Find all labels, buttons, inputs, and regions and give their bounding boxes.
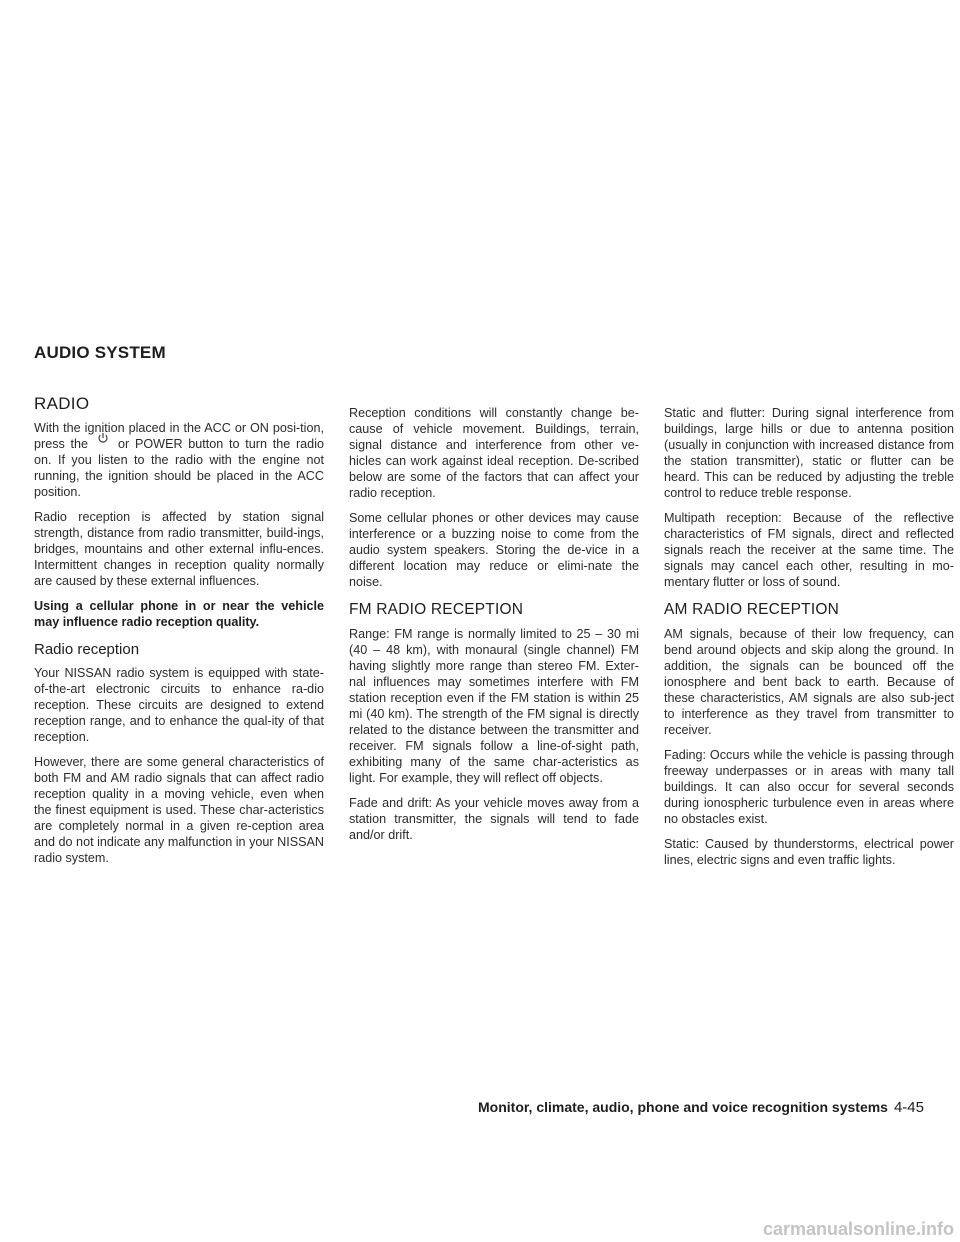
radio-reception-subheading: Radio reception — [34, 641, 140, 658]
watermark: carmanualsonline.info — [762, 1219, 954, 1239]
fm-reception-heading: FM RADIO RECEPTION — [349, 601, 524, 618]
paragraph: Range: FM range is normally limited to 25 – 30 mi (40 – 48 km), with monaural (single channel) FM having slightly more range than stereo FM. Exter-nal influences may sometimes interfere with FM station reception even if the FM station is within 25 mi (40 km). The strength of the FM signal is directly related to the distance between the transmitter and receiver. FM signals follow a line-of-sight path, exhibiting many of the same char-acteristics as light. For example, they will reflect off objects. — [349, 627, 639, 785]
paragraph: Your NISSAN radio system is equipped with state-of-the-art electronic circuits to enhance ra-dio reception. These circuits are designed to extend reception range, and to enhance the qual-ity of that reception. — [34, 666, 324, 744]
section-title: AUDIO SYSTEM — [34, 343, 166, 362]
paragraph: Static: Caused by thunderstorms, electrical power lines, electric signs and even traffic lights. — [664, 837, 954, 867]
page-footer — [478, 1099, 924, 1116]
paragraph: Reception conditions will constantly change be-cause of vehicle movement. Buildings, terrain, signal distance and interference from other ve-hicles can work against ideal reception. De-scribed below are some of the factors that can affect your radio reception. — [349, 406, 639, 500]
column-2 — [349, 405, 639, 852]
radio-heading: RADIO — [34, 394, 90, 413]
paragraph: Multipath reception: Because of the reflective characteristics of FM signals, direct and reflected signals reach the receiver at the same time. The signals may cancel each other, resulting in mo-mentary flutter or loss of sound. — [664, 511, 954, 589]
paragraph: However, there are some general characteristics of both FM and AM radio signals that can affect radio reception quality in a moving vehicle, even when the finest equipment is used. These char-acteristics are completely normal in a given re-ception area and do not indicate any malfunction in your NISSAN radio system. — [34, 755, 324, 865]
am-reception-heading: AM RADIO RECEPTION — [664, 601, 839, 618]
paragraph-text: or POWER button to turn the radio on. If you listen to the radio with the engine not running, the ignition should be placed in the ACC position. — [34, 437, 324, 499]
paragraph: Some cellular phones or other devices may cause interference or a buzzing noise to come from the audio system speakers. Storing the de-vice in a different location may reduce or elimi-nate the noise. — [349, 511, 639, 589]
paragraph: AM signals, because of their low frequency, can bend around objects and skip along the ground. In addition, the signals can be bounced off the ionosphere and bent back to earth. Because of these characteristics, AM signals are also sub-ject to interference as they travel from transmitter to receiver. — [664, 627, 954, 737]
paragraph: Static and flutter: During signal interference from buildings, large hills or due to antenna position (usually in conjunction with increased distance from the station transmitter), static or flutter can be heard. This can be reduced by adjusting the treble control to reduce treble response. — [664, 406, 954, 500]
warning-paragraph: Using a cellular phone in or near the vehicle may influence radio reception quality. — [34, 599, 324, 629]
paragraph: Fade and drift: As your vehicle moves away from a station transmitter, the signals will tend to fade and/or drift. — [349, 796, 639, 842]
power-icon — [88, 432, 118, 444]
paragraph: Radio reception is affected by station signal strength, distance from radio transmitter, build-ings, bridges, mountains and other external influ-ences. Intermittent changes in reception quality normally are caused by these external influences. — [34, 510, 324, 588]
paragraph — [34, 420, 324, 500]
page-number: 4-45 — [893, 1099, 924, 1116]
paragraph: Fading: Occurs while the vehicle is passing through freeway underpasses or in areas with many tall buildings. It can also occur for several seconds during ionospheric turbulence even in areas where no obstacles exist. — [664, 748, 954, 826]
column-3 — [664, 405, 954, 877]
chapter-title: Monitor, climate, audio, phone and voice recognition systems — [478, 1099, 888, 1115]
column-1 — [34, 396, 324, 875]
paragraph-text: With the ignition placed in the ACC or ON posi-tion, press the — [34, 421, 324, 451]
